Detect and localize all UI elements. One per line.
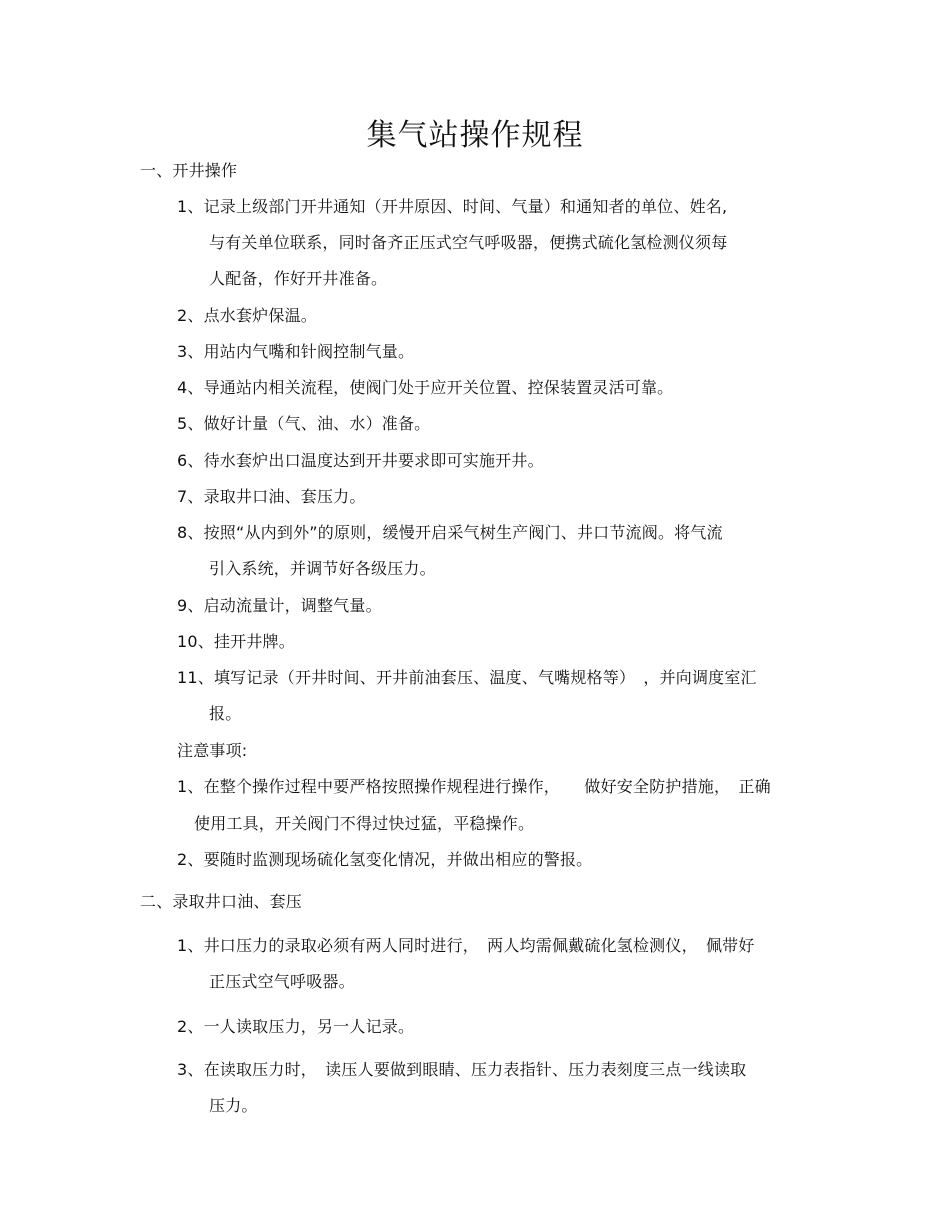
note-line: 1、在整个操作过程中要严格按照操作规程进行操作， 做好安全防护措施， 正确: [177, 777, 771, 796]
list-item: 10、挂开井牌。: [177, 632, 295, 651]
section-heading: 二、录取井口油、套压: [140, 892, 303, 911]
list-item: 2、一人读取压力，另一人记录。: [177, 1017, 415, 1036]
list-item-line: 1、井口压力的录取必须有两人同时进行， 两人均需佩戴硫化氢检测仪， 佩带好: [177, 936, 755, 955]
list-item: 7、录取井口油、套压力。: [177, 487, 366, 506]
notes-heading: 注意事项:: [177, 741, 248, 760]
section-heading: 一、开井操作: [140, 161, 238, 180]
list-item: 2、点水套炉保温。: [177, 306, 317, 325]
page-title: 集气站操作规程: [366, 118, 584, 153]
list-item: 4、导通站内相关流程，使阀门处于应开关位置、控保装置灵活可靠。: [177, 378, 674, 397]
list-item: 3、用站内气嘴和针阀控制气量。: [177, 342, 415, 361]
list-item: 6、待水套炉出口温度达到开井要求即可实施开井。: [177, 451, 544, 470]
list-item-line: 8、按照“从内到外”的原则，缓慢开启采气树生产阀门、井口节流阀。将气流: [177, 523, 723, 542]
list-item-line: 报。: [209, 704, 242, 723]
list-item: 5、做好计量（气、油、水）准备。: [177, 414, 431, 433]
list-item-line: 人配备，作好开井准备。: [209, 269, 388, 288]
list-item-line: 1、记录上级部门开井通知（开井原因、时间、气量）和通知者的单位、姓名,: [177, 197, 728, 216]
list-item-line: 11、填写记录（开井时间、开井前油套压、温度、气嘴规格等） ，并向调度室汇: [177, 668, 757, 687]
list-item-line: 正压式空气呼吸器。: [209, 972, 355, 991]
list-item-line: 引入系统，并调节好各级压力。: [209, 559, 436, 578]
note-line: 2、要随时监测现场硫化氢变化情况，并做出相应的警报。: [177, 850, 593, 869]
list-item-line: 与有关单位联系，同时备齐正压式空气呼吸器，便携式硫化氢检测仪须每: [209, 233, 728, 252]
list-item-line: 压力。: [209, 1096, 258, 1115]
list-item: 9、启动流量计，调整气量。: [177, 596, 382, 615]
note-line: 使用工具，开关阀门不得过快过猛，平稳操作。: [194, 814, 535, 833]
list-item-line: 3、在读取压力时， 读压人要做到眼睛、压力表指针、压力表刻度三点一线读取: [177, 1060, 747, 1079]
